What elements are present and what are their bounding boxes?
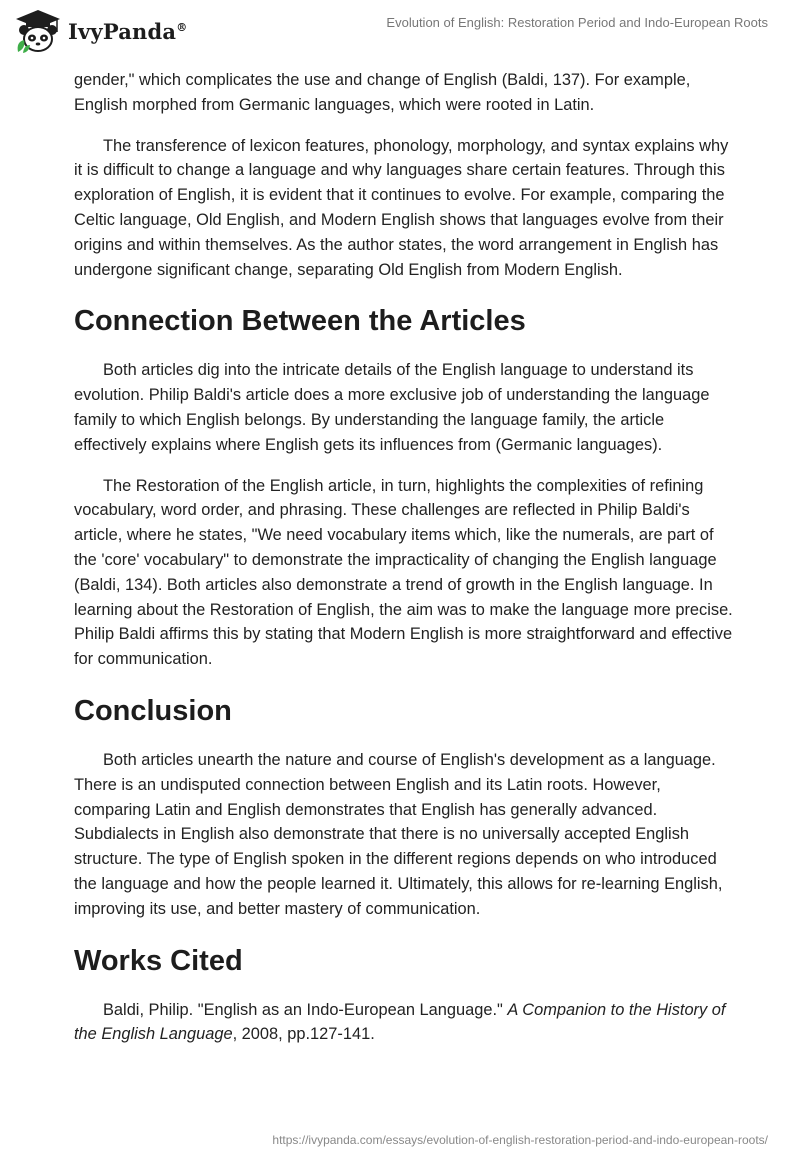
paragraph-transference: The transference of lexicon features, phonology, morphology, and syntax explains why it is difficult to change a language and why languages share certain features. Through this exploration of English, it is evident that it continues to evolve. For example, comparing the Celtic language, Old English, and Modern English shows that languages evolve from their origins and within themselves. As the author states, the word arrangement in English has undergone significant change, separating Old English from Modern English. xyxy=(74,136,729,279)
paragraph-conclusion: Both articles unearth the nature and course of English's development as a language. There is an undisputed connection between English and its Latin roots. However, comparing Latin and English demonstrates that English has generally advanced. Subdialects in English also demonstrate that there is no universally accepted English structure. The type of English spoken in the different regions depends on who introduced the language and how the people learned it. Ultimately, this allows for re-learning English, improving its use, and better mastery of communication. xyxy=(74,750,723,918)
panda-graduation-cap-icon xyxy=(14,8,62,54)
heading-works-cited: Works Cited xyxy=(74,944,243,977)
essay-content xyxy=(74,68,734,1063)
citation-author-title: Baldi, Philip. "English as an Indo-European Language." xyxy=(103,1000,508,1019)
paragraph-connection-2: The Restoration of the English article, in turn, highlights the complexities of refining vocabulary, word order, and phrasing. These challenges are reflected in Philip Baldi's article, where he states, "We need vocabulary items which, like the numerals, are part of the 'core' vocabulary" to demonstrate the impracticality of changing the English language (Baldi, 134). Both articles also demonstrate a trend of growth in the English language. In learning about the Restoration of English, the aim was to make the language more precise. Philip Baldi affirms this by stating that Modern English is more straightforward and effective for communication. xyxy=(74,476,733,669)
heading-conclusion: Conclusion xyxy=(74,694,232,727)
brand-name: IvyPanda® xyxy=(68,18,188,44)
citation-details: , 2008, pp.127-141. xyxy=(232,1025,375,1044)
paragraph-continued: gender," which complicates the use and change of English (Baldi, 137). For example, English morphed from Germanic languages, which were rooted in Latin. xyxy=(74,71,691,114)
heading-connection: Connection Between the Articles xyxy=(74,305,526,338)
page-header xyxy=(0,0,800,70)
document-title: Evolution of English: Restoration Period and Indo-European Roots xyxy=(386,15,768,30)
paragraph-connection-1: Both articles dig into the intricate details of the English language to understand its evolution. Philip Baldi's article does a more exclusive job of understanding the language family to which English belongs. By understanding the language family, the article effectively explains where English gets its influences from (Germanic languages). xyxy=(74,361,710,454)
citation-book-title: A Companion to the History of the English Language xyxy=(74,1000,726,1044)
citation-baldi xyxy=(74,998,734,1048)
ivypanda-logo[interactable] xyxy=(14,8,187,54)
source-url[interactable]: https://ivypanda.com/essays/evolution-of-english-restoration-period-and-indo-european-roots/ xyxy=(272,1133,768,1147)
